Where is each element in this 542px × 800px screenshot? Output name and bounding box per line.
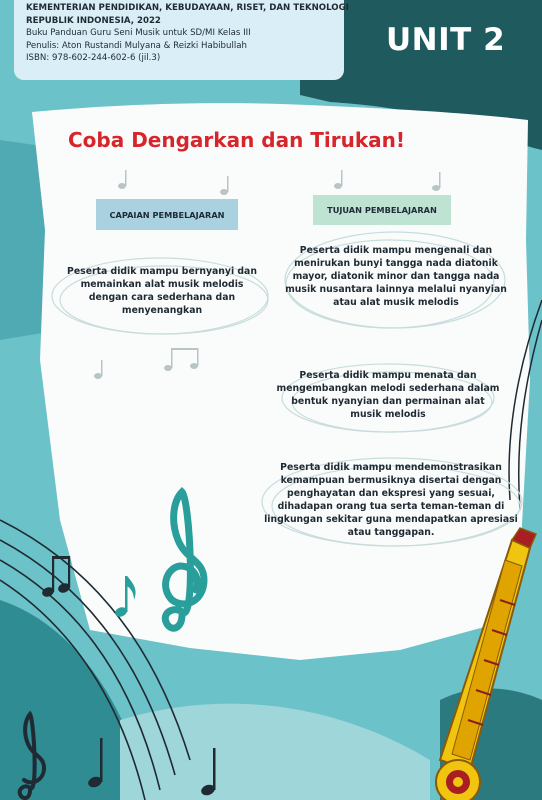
tujuan-badge: TUJUAN PEMBELAJARAN xyxy=(313,195,451,225)
unit-title: UNIT 2 xyxy=(386,22,506,58)
page-title: Coba Dengarkan dan Tirukan! xyxy=(68,128,406,152)
tujuan-item-3: Peserta didik mampu mendemonstrasikan kemampuan bermusiknya disertai dengan penghayatan dan ekspresi yang sesuai, dihadapan orang tua serta teman-teman di lingkungan sekitar guna mendapatkan apresiasi atau tanggapan. xyxy=(264,462,518,538)
tujuan-item-1: Peserta didik mampu mengenali dan menirukan bunyi tangga nada diatonik mayor, diatonik minor dan tangga nada musik nusantara lainnya melalui nyanyian atau alat musik melodis xyxy=(285,245,507,308)
publisher-country-line: REPUBLIK INDONESIA, 2022 xyxy=(26,15,161,26)
capaian-text: Peserta didik mampu bernyanyi dan memainkan alat musik melodis dengan cara sederhana dan menyenangkan xyxy=(67,266,257,316)
book-title-line: Buku Panduan Guru Seni Musik untuk SD/MI Kelas III xyxy=(26,28,251,38)
teal-shape-bottom xyxy=(120,704,430,800)
tujuan-item-2: Peserta didik mampu menata dan mengembangkan melodi sederhana dalam bentuk nyanyian dan permainan alat musik melodis xyxy=(276,370,500,420)
authors-line: Penulis: Aton Rustandi Mulyana & Reizki Habibullah xyxy=(26,40,247,51)
isbn-line: ISBN: 978-602-244-602-6 (jil.3) xyxy=(26,53,161,63)
publication-info-box xyxy=(14,0,349,80)
capaian-badge: CAPAIAN PEMBELAJARAN xyxy=(96,199,238,230)
publisher-line: KEMENTERIAN PENDIDIKAN, KEBUDAYAAN, RISET, DAN TEKNOLOGI xyxy=(26,3,349,13)
